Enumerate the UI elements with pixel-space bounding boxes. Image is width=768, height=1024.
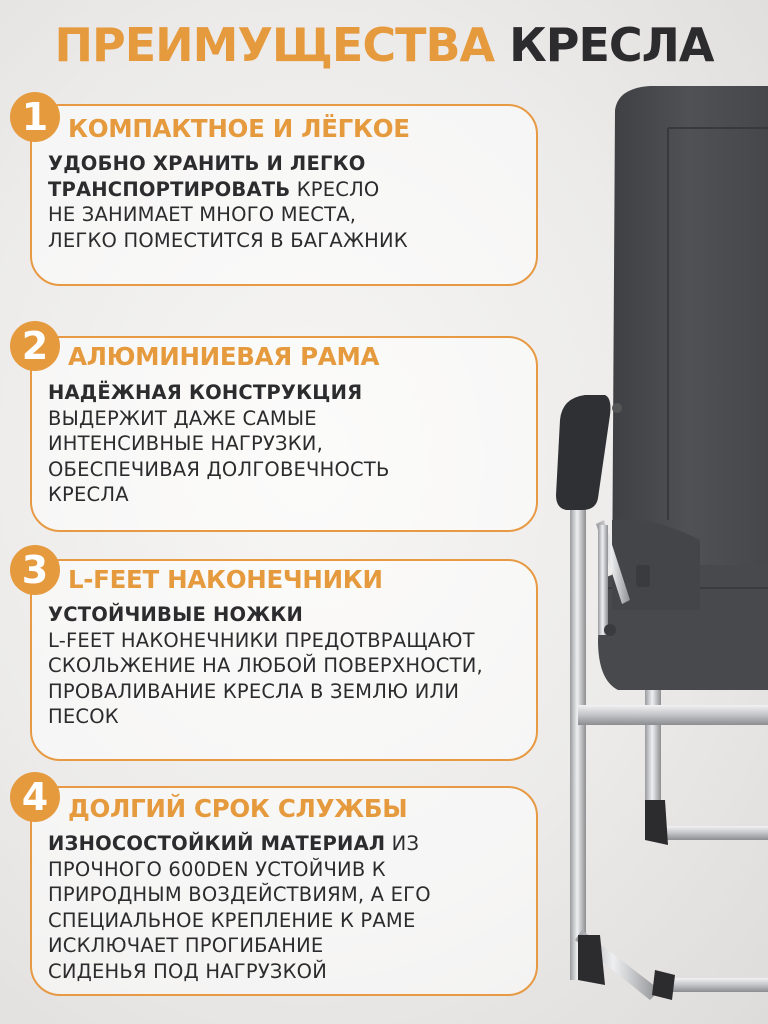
feature-number-badge: 1	[10, 92, 60, 142]
feature-bold-text: УСТОЙЧИВЫЕ НОЖКИ	[48, 603, 304, 626]
feature-description	[48, 602, 483, 730]
title-part-accent: ПРЕИМУЩЕСТВА	[54, 18, 495, 72]
feature-bold-text: УДОБНО ХРАНИТЬ И ЛЕГКО ТРАНСПОРТИРОВАТЬ	[48, 152, 366, 201]
feature-text: ИЗ ПРОЧНОГО 600DEN УСТОЙЧИВ К ПРИРОДНЫМ ВОЗДЕЙСТВИЯМ, А ЕГО СПЕЦИАЛЬНОЕ КРЕПЛЕНИЕ К РАМЕ ИСКЛЮЧАЕТ ПРОГИБАНИЕ СИДЕНЬЯ ПОД НАГРУЗКОЙ	[48, 832, 431, 983]
feature-text: ВЫДЕРЖИТ ДАЖЕ САМЫЕ ИНТЕНСИВНЫЕ НАГРУЗКИ, ОБЕСПЕЧИВАЯ ДОЛГОВЕЧНОСТЬ КРЕСЛА	[48, 406, 390, 506]
feature-heading: КОМПАКТНОЕ И ЛЁГКОЕ	[68, 114, 410, 143]
feature-number-badge: 4	[10, 772, 60, 822]
feature-heading: АЛЮМИНИЕВАЯ РАМА	[68, 342, 380, 371]
feature-text: L-FEET НАКОНЕЧНИКИ ПРЕДОТВРАЩАЮТ СКОЛЬЖЕНИЕ НА ЛЮБОЙ ПОВЕРХНОСТИ, ПРОВАЛИВАНИЕ КРЕСЛА В ЗЕМЛЮ ИЛИ ПЕСОК	[48, 628, 483, 728]
feature-bold-text: ИЗНОСОСТОЙКИЙ МАТЕРИАЛ	[48, 832, 386, 855]
feature-description	[48, 151, 408, 253]
page-title	[0, 18, 768, 72]
feature-number-badge: 2	[10, 321, 60, 371]
feature-description	[48, 380, 390, 508]
title-part-dark: КРЕСЛА	[509, 18, 714, 72]
feature-number-badge: 3	[10, 545, 60, 595]
feature-description	[48, 831, 431, 984]
feature-heading: ДОЛГИЙ СРОК СЛУЖБЫ	[68, 794, 408, 823]
feature-text: КРЕСЛО НЕ ЗАНИМАЕТ МНОГО МЕСТА, ЛЕГКО ПОМЕСТИТСЯ В БАГАЖНИК	[48, 177, 408, 252]
feature-heading: L-FEET НАКОНЕЧНИКИ	[68, 565, 383, 594]
feature-bold-text: НАДЁЖНАЯ КОНСТРУКЦИЯ	[48, 381, 363, 404]
